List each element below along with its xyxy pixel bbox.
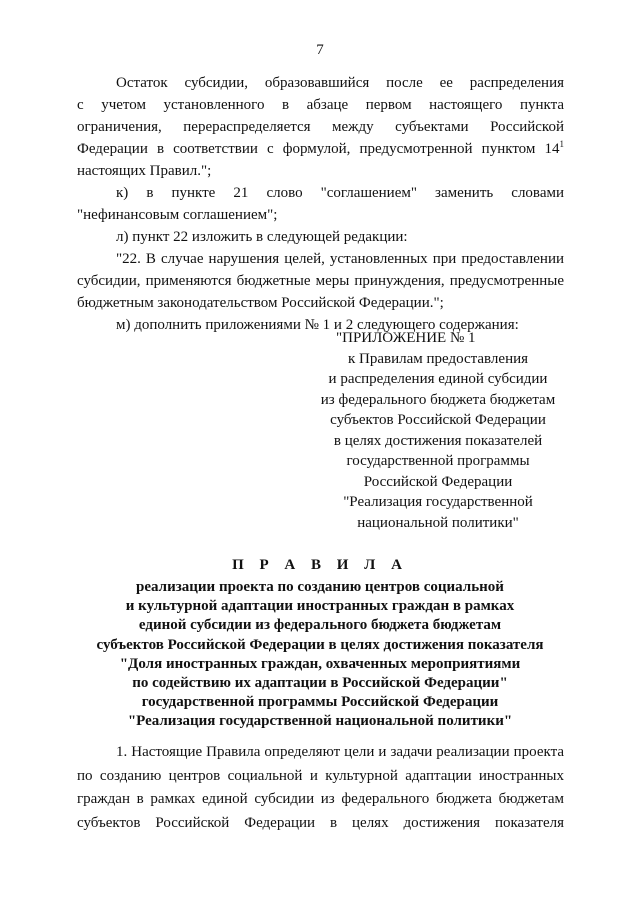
rules-subtitle-line: и культурной адаптации иностранных граждан в рамках (125, 598, 515, 615)
superscript: 1 (559, 139, 564, 149)
appendix-line: из федерального бюджета бюджетам (320, 391, 556, 408)
appendix-line: "Реализация государственной (343, 494, 533, 510)
paragraph-text: Федерации в соответствии с формулой, предусмотренной пунктом 14 (77, 141, 560, 157)
paragraph-line: по созданию центров социальной и культурной адаптации иностранных (77, 767, 564, 784)
paragraph-line (77, 138, 564, 160)
rules-subtitle-line: субъектов Российской Федерации в целях достижения показателя (96, 636, 544, 653)
paragraph-line: ограничения, перераспределяется между субъектами Российской (77, 119, 564, 135)
paragraph-line: л) пункт 22 изложить в следующей редакции: (116, 229, 408, 245)
appendix-line: субъектов Российской Федерации (330, 412, 546, 428)
paragraph-line: м) дополнить приложениями № 1 и 2 следующего содержания: (116, 317, 519, 333)
appendix-line: к Правилам предоставления (347, 350, 529, 367)
rules-subtitle-line: единой субсидии из федерального бюджета бюджетам (138, 617, 502, 634)
rules-subtitle-line: реализации проекта по созданию центров социальной (136, 579, 504, 595)
amendment-text (77, 72, 564, 336)
paragraph-line: с учетом установленного в абзаце первом настоящего пункта (77, 97, 564, 113)
rules-subtitle-line: "Доля иностранных граждан, охваченных мероприятиями (119, 655, 521, 672)
rules-subtitle-line: государственной программы Российской Федерации (141, 694, 499, 711)
paragraph-line: 1. Настоящие Правила определяют цели и задачи реализации проекта (116, 744, 564, 760)
appendix-line: государственной программы (346, 453, 530, 469)
rules-subtitle-line: по содействию их адаптации в Российской Федерации" (132, 675, 508, 692)
appendix-line: национальной политики" (357, 514, 519, 531)
paragraph-line: "нефинансовым соглашением"; (77, 207, 278, 223)
appendix-header (318, 328, 558, 533)
paragraph-line: "22. В случае нарушения целей, установленных при предоставлении (116, 251, 564, 267)
paragraph-line: Остаток субсидии, образовавшийся после ее распределения (116, 75, 564, 91)
paragraph-line: к) в пункте 21 слово "соглашением" заменить словами (116, 185, 564, 201)
rules-subtitle (60, 578, 580, 732)
appendix-title: "ПРИЛОЖЕНИЕ № 1 (336, 330, 476, 346)
appendix-line: и распределения единой субсидии (328, 371, 548, 387)
rules-title: П Р А В И Л А (232, 557, 408, 573)
paragraph-line: бюджетным законодательством Российской Федерации."; (77, 295, 444, 311)
paragraph-line: граждан в рамках единой субсидии из федерального бюджета бюджетам (77, 791, 564, 807)
clause-1 (77, 741, 564, 835)
appendix-line: в целях достижения показателей (333, 432, 543, 449)
paragraph-line: субсидии, применяются бюджетные меры принуждения, предусмотренные (77, 273, 564, 289)
rules-subtitle-line: "Реализация государственной национальной политики" (127, 713, 513, 730)
page-number: 7 (316, 42, 324, 58)
paragraph-line: субъектов Российской Федерации в целях достижения показателя (77, 814, 564, 831)
appendix-line: Российской Федерации (363, 473, 513, 490)
paragraph-line: настоящих Правил."; (77, 163, 212, 179)
